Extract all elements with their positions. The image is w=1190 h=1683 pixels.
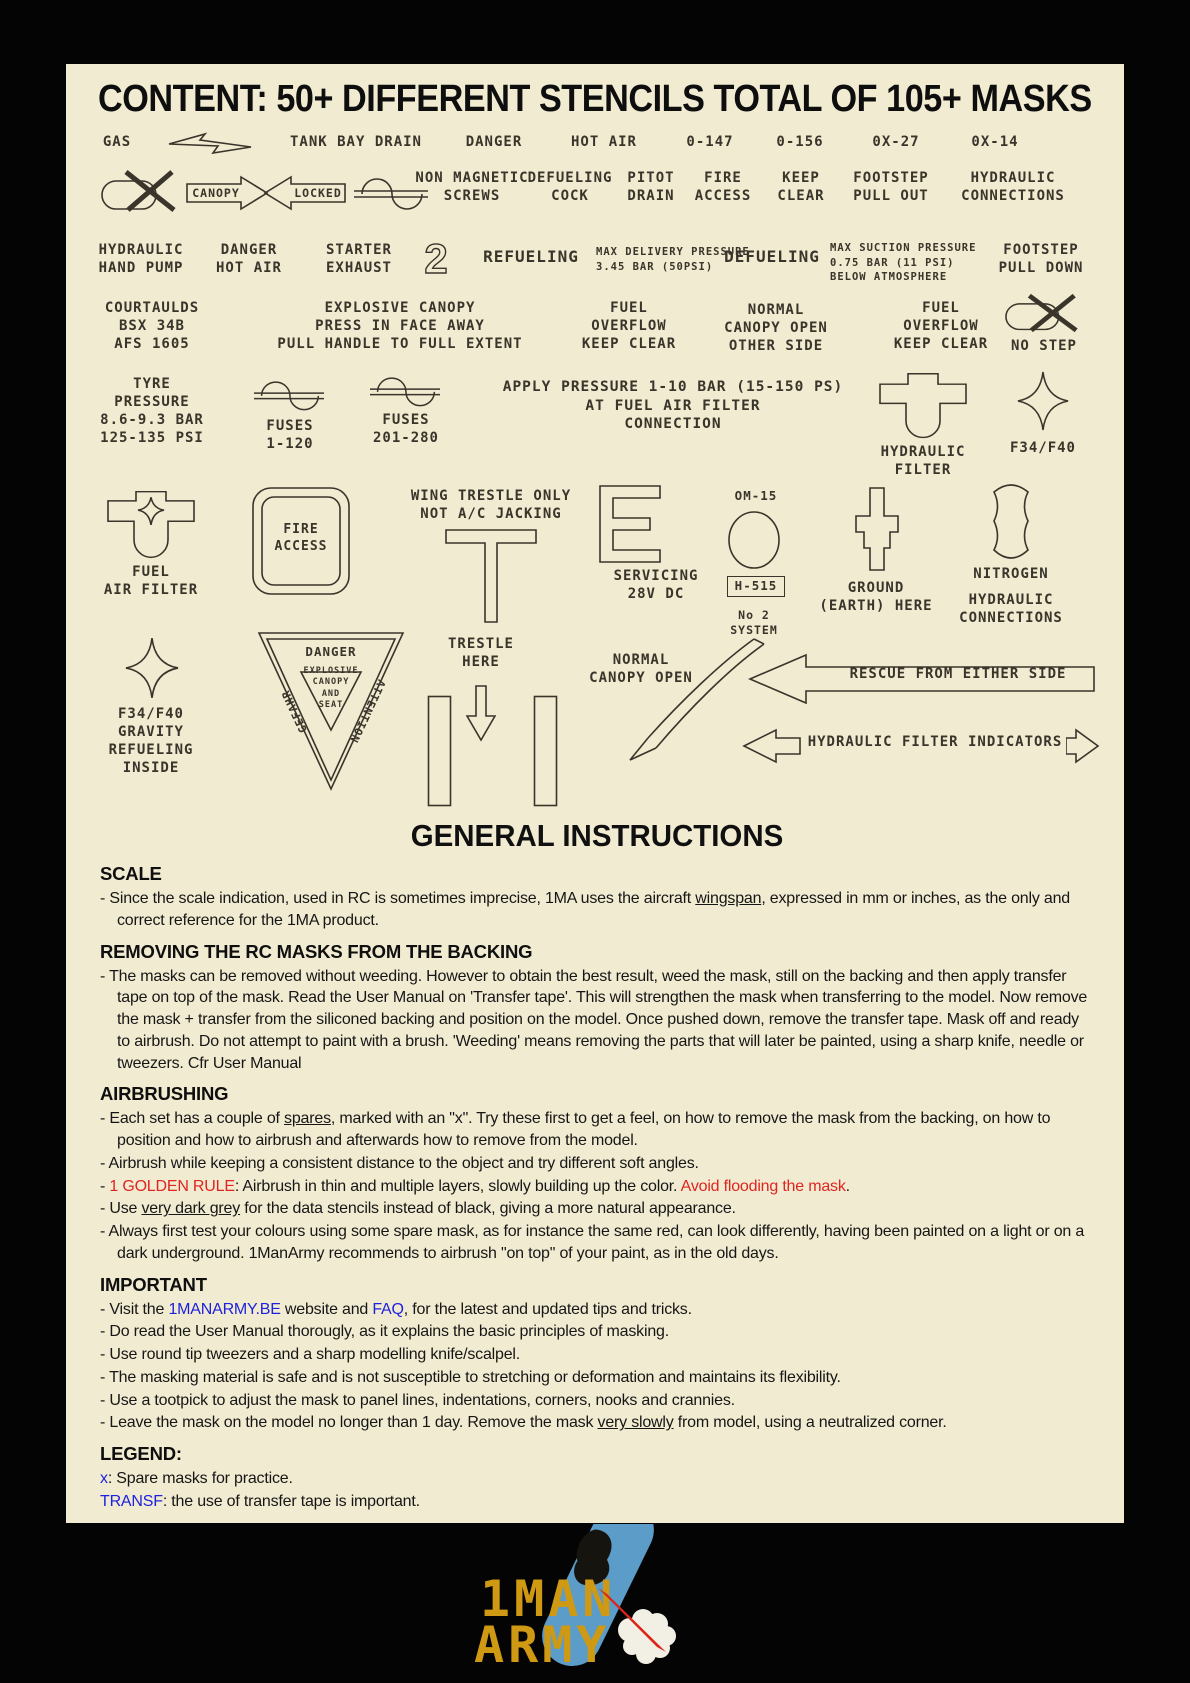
- label-0-147: 0-147: [686, 134, 734, 150]
- instruction-line: [100, 1198, 1094, 1220]
- instruction-line: [100, 1468, 1094, 1490]
- instructions-sections: [100, 863, 1094, 1513]
- hfi-arrow-left-icon: [742, 726, 802, 766]
- label-0x-14: 0X-14: [971, 134, 1019, 150]
- instruction-line: [100, 1299, 1094, 1321]
- label-normal-canopy-open: NORMAL CANOPY OPEN: [589, 652, 693, 686]
- instruction-emphasis: Avoid flooding the mask: [680, 1177, 846, 1195]
- label-wing-trestle: WING TRESTLE ONLY NOT A/C JACKING: [410, 488, 572, 522]
- nitrogen-icon: [981, 482, 1041, 562]
- label-attention: ATTENTION: [347, 677, 388, 746]
- label-ground-earth: GROUND (EARTH) HERE: [819, 580, 933, 614]
- instruction-line: [100, 1321, 1094, 1343]
- instruction-line: [100, 1221, 1094, 1265]
- ground-icon: [842, 486, 912, 574]
- section-heading: REMOVING THE RC MASKS FROM THE BACKING: [100, 940, 533, 962]
- label-pitot-drain: PITOT DRAIN: [627, 170, 675, 204]
- stencil-board: [66, 64, 1124, 824]
- label-hydraulic-filter: HYDRAULIC FILTER: [880, 444, 966, 478]
- label-f34-gravity: F34/F40 GRAVITY REFUELING INSIDE: [108, 706, 194, 776]
- label-tank-bay-drain: TANK BAY DRAIN: [289, 134, 422, 150]
- instruction-emphasis: wingspan: [695, 890, 762, 907]
- label-non-magnetic-screws: NON MAGNETIC SCREWS: [415, 170, 529, 204]
- label-hyd-connections-2: HYDRAULIC CONNECTIONS: [959, 592, 1063, 626]
- instruction-line: [100, 1153, 1094, 1175]
- instruction-text: : Airbrush in thin and multiple layers, slowly building up the color.: [234, 1177, 681, 1195]
- label-refueling: REFUELING: [483, 247, 579, 266]
- label-courtaulds: COURTAULDS BSX 34B AFS 1605: [104, 300, 200, 352]
- instruction-line: [100, 1108, 1094, 1152]
- label-gefahr: GEFAHR: [278, 687, 311, 735]
- label-defueling-cock: DEFUELING COCK: [527, 170, 613, 204]
- instruction-text: , marked with an "x". Try these first to get a feel, on how to remove the mask from the backing, on how to position and how to airbrush and afterwards how to remove from the model.: [117, 1110, 1051, 1149]
- instruction-text: - The masking material is safe and is not susceptible to stretching or deformation and maintains its flexibility.: [100, 1368, 841, 1386]
- label-no-step: NO STEP: [1010, 338, 1077, 354]
- instruction-emphasis: very dark grey: [141, 1200, 241, 1218]
- general-instructions-title: GENERAL INSTRUCTIONS: [410, 818, 784, 853]
- label-fuel-overflow-2: FUEL OVERFLOW KEEP CLEAR: [893, 300, 989, 352]
- label-fuses-1-120: FUSES 1-120: [266, 418, 314, 452]
- label-normal-canopy-other: NORMAL CANOPY OPEN OTHER SIDE: [724, 302, 828, 354]
- label-hydraulic-hand-pump: HYDRAULIC HAND PUMP: [98, 242, 184, 276]
- instruction-text: : Spare masks for practice.: [107, 1470, 293, 1487]
- instruction-emphasis: very slowly: [597, 1414, 674, 1432]
- instruction-emphasis: spares: [284, 1110, 331, 1128]
- instruction-text: - Always first test your colours using some spare mask, as for instance the same red, can look differently, having been painted on a light or on a dark underground. 1ManArmy recommends to airbrush "on top" of your paint, as in the old days.: [100, 1223, 1085, 1262]
- instruction-text: - The masks can be removed without weeding. However to obtain the best result, weed the mask, still on the backing and then apply transfer tape on top of the mask. Read the User Manual on 'Transfer tape'. This will strengthen the mask when transferring to the model. Now remove the mask + transfer from the siliconed backing and position on the model. Once pushed down, remove the transfer tape. Mask off and ready to airbrush. Do not attempt to paint with a brush. 'Weeding' means removing the parts that will later be painted, using a sharp knife, needle or tweezers. Cfr User Manual: [100, 967, 1088, 1072]
- instruction-emphasis: FAQ: [372, 1300, 404, 1318]
- label-nitrogen: NITROGEN: [973, 566, 1049, 582]
- label-hot-air: HOT AIR: [570, 134, 637, 150]
- instruction-line: [100, 1390, 1094, 1412]
- label-fuses-201-280: FUSES 201-280: [372, 412, 439, 446]
- label-locked: LOCKED: [294, 186, 342, 200]
- label-trestle-here: TRESTLE HERE: [447, 636, 514, 670]
- section-heading: IMPORTANT: [100, 1273, 207, 1295]
- star-icon-1: [1016, 370, 1070, 432]
- label-0-156: 0-156: [776, 134, 824, 150]
- hydraulic-filter-icon: [878, 372, 968, 440]
- label-fire-access-box: FIRE ACCESS: [274, 522, 328, 554]
- stencil-sheet: [66, 64, 1124, 1523]
- instruction-text: , expressed in mm or inches, as the only and correct reference for the 1MA product.: [117, 890, 1071, 929]
- instruction-text: - Visit the: [100, 1300, 169, 1318]
- trestle-bar-icon-1: [427, 695, 452, 807]
- instruction-line: [100, 966, 1094, 1075]
- instruction-text: : the use of transfer tape is important.: [162, 1492, 420, 1510]
- label-footstep-pull-down: FOOTSTEP PULL DOWN: [998, 242, 1084, 276]
- instruction-text: - Leave the mask on the model no longer than 1 day. Remove the mask: [100, 1414, 598, 1432]
- logo-text-army: ARMY: [474, 1616, 611, 1674]
- numeral-2: 2: [424, 235, 448, 282]
- label-max-suction: MAX SUCTION PRESSURE 0.75 BAR (11 PSI) BELOW ATMOSPHERE: [830, 242, 977, 284]
- instruction-text: from model, using a neutralized corner.: [673, 1414, 947, 1432]
- instruction-text: - Airbrush while keeping a consistent distance to the object and try different soft angles.: [100, 1154, 699, 1172]
- instruction-text: website and: [280, 1300, 373, 1318]
- trestle-bar-icon-2: [533, 695, 558, 807]
- sheet-title: CONTENT: 50+ DIFFERENT STENCILS TOTAL OF 105+ MASKS: [98, 78, 1092, 120]
- label-apply-pressure: APPLY PRESSURE 1-10 BAR (15-150 PS) AT FUEL AIR FILTER CONNECTION: [502, 379, 844, 433]
- ellipse-icon: [727, 510, 781, 570]
- lightning-icon: [168, 132, 252, 154]
- label-0x-27: 0X-27: [872, 134, 920, 150]
- instruction-text: - Use a tootpick to adjust the mask to panel lines, indentations, corners, nooks and crannies.: [100, 1391, 735, 1409]
- instruction-text: - Use round tip tweezers and a sharp modelling knife/scalpel.: [100, 1346, 521, 1363]
- label-om-15: OM-15: [734, 488, 778, 503]
- instruction-line: [100, 1412, 1094, 1434]
- section-heading: AIRBRUSHING: [100, 1083, 229, 1105]
- logo-text-1man: 1MAN: [480, 1570, 617, 1628]
- label-defueling: DEFUELING: [724, 247, 820, 266]
- label-gas: GAS: [102, 134, 132, 150]
- instruction-emphasis: TRANSF: [100, 1492, 163, 1510]
- instruction-text: - Since the scale indication, used in RC is sometimes imprecise, 1MA uses the aircraft: [100, 890, 696, 907]
- label-fuel-overflow-1: FUEL OVERFLOW KEEP CLEAR: [581, 300, 677, 352]
- instruction-line: [100, 1491, 1094, 1513]
- label-tyre-pressure: TYRE PRESSURE 8.6-9.3 BAR 125-135 PSI: [100, 376, 204, 446]
- instruction-text: -: [100, 1177, 110, 1195]
- label-explosive-canopy: EXPLOSIVE CANOPY PRESS IN FACE AWAY PULL HANDLE TO FULL EXTENT: [277, 300, 523, 352]
- instruction-text: , for the latest and updated tips and tricks.: [403, 1300, 692, 1318]
- label-triangle-danger: DANGER: [305, 644, 357, 659]
- label-triangle-inner: EXPLOSIVE CANOPY AND SEAT: [303, 666, 359, 711]
- instruction-line: [100, 888, 1094, 932]
- instruction-emphasis: x: [100, 1470, 108, 1487]
- fuse-icon-3: [370, 368, 440, 412]
- section-heading: LEGEND:: [100, 1443, 182, 1464]
- label-hydraulic-connections: HYDRAULIC CONNECTIONS: [961, 170, 1065, 204]
- instruction-emphasis: 1MANARMY.BE: [168, 1300, 281, 1318]
- instruction-line: [100, 1367, 1094, 1389]
- instruction-emphasis: 1 GOLDEN RULE: [109, 1177, 235, 1195]
- label-hfi: HYDRAULIC FILTER INDICATORS: [807, 734, 1063, 750]
- label-f34-f40: F34/F40: [1009, 440, 1076, 456]
- label-h-515: H-515: [727, 576, 785, 597]
- label-danger: DANGER: [465, 134, 523, 150]
- brand-logo: [470, 1524, 720, 1676]
- instruction-line: [100, 1176, 1094, 1198]
- hfi-arrow-right-icon: [1066, 726, 1100, 766]
- label-danger-hot-air: DANGER HOT AIR: [215, 242, 282, 276]
- section-heading: SCALE: [100, 863, 162, 884]
- instruction-text: .: [845, 1177, 850, 1195]
- servicing-e-icon: [598, 484, 662, 564]
- star-icon-2: [124, 636, 180, 700]
- label-max-delivery: MAX DELIVERY PRESSURE 3.45 BAR (50PSI): [596, 246, 750, 273]
- label-servicing: SERVICING 28V DC: [613, 568, 699, 602]
- instruction-line: [100, 1344, 1094, 1366]
- label-fire-access: FIRE ACCESS: [694, 170, 752, 204]
- label-no2-system: No 2 SYSTEM: [730, 608, 778, 637]
- down-arrow-icon: [466, 684, 496, 742]
- instruction-text: - Use: [100, 1200, 142, 1218]
- label-footstep-pull-out: FOOTSTEP PULL OUT: [853, 170, 929, 204]
- fuel-air-filter-icon: [106, 488, 196, 560]
- trestle-icon: [444, 528, 538, 624]
- label-keep-clear: KEEP CLEAR: [777, 170, 825, 204]
- fuse-icon-2: [254, 372, 324, 416]
- instruction-text: for the data stencils instead of black, giving a more natural appearance.: [240, 1200, 736, 1218]
- label-rescue: RESCUE FROM EITHER SIDE: [849, 666, 1067, 682]
- general-instructions: [100, 818, 1094, 1514]
- instruction-text: - Do read the User Manual thorougly, as it explains the basic principles of masking.: [100, 1323, 669, 1341]
- instruction-text: - Each set has a couple of: [100, 1110, 285, 1128]
- label-canopy: CANOPY: [192, 186, 240, 200]
- label-fuel-air-filter: FUEL AIR FILTER: [103, 564, 199, 598]
- label-starter-exhaust: STARTER EXHAUST: [325, 242, 392, 276]
- no-footstep-icon: [100, 168, 180, 214]
- no-footstep-icon-2: [1004, 292, 1082, 334]
